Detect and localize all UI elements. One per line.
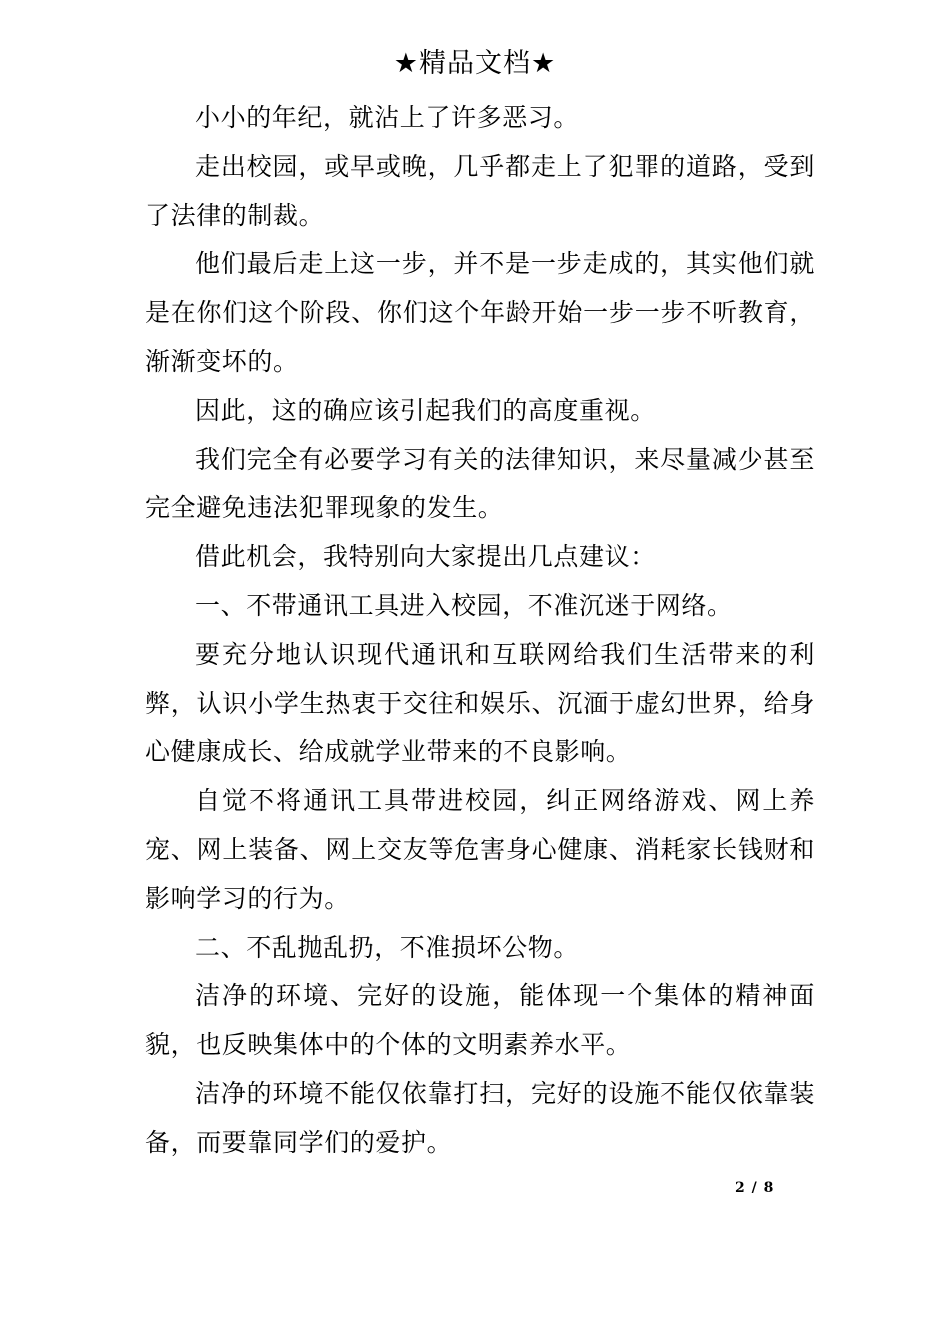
paragraph: 借此机会，我特别向大家提出几点建议：: [195, 542, 656, 572]
paragraph: 我们完全有必要学习有关的法律知识，来尽量减少甚至完全避免违法犯罪现象的发生。: [145, 444, 815, 523]
paragraph: 小小的年纪，就沾上了许多恶习。: [195, 103, 580, 132]
paragraph: 走出校园，或早或晚，几乎都走上了犯罪的道路，受到了法律的制裁。: [145, 151, 815, 230]
page-header: ★精品文档★: [393, 48, 557, 79]
section-heading: 一、不带通讯工具进入校园，不准沉迷于网络。: [195, 590, 733, 620]
page-number: 2 / 8: [735, 1180, 775, 1196]
paragraph: 洁净的环境不能仅依靠打扫，完好的设施不能仅依靠装备，而要靠同学们的爱护。: [145, 1078, 815, 1157]
paragraph: 因此，这的确应该引起我们的高度重视。: [195, 395, 656, 425]
paragraph: 要充分地认识现代通讯和互联网给我们生活带来的利弊，认识小学生热衷于交往和娱乐、沉湎于虚幻世界，给身心健康成长、给成就学业带来的不良影响。: [145, 639, 815, 767]
document-body: [145, 94, 815, 1168]
paragraph: 洁净的环境、完好的设施，能体现一个集体的精神面貌，也反映集体中的个体的文明素养水平。: [145, 981, 815, 1060]
paragraph: 自觉不将通讯工具带进校园，纠正网络游戏、网上养宠、网上装备、网上交友等危害身心健康、消耗家长钱财和影响学习的行为。: [145, 786, 815, 913]
section-heading: 二、不乱抛乱扔，不准损坏公物。: [195, 932, 580, 962]
paragraph: 他们最后走上这一步，并不是一步走成的，其实他们就是在你们这个阶段、你们这个年龄开始一步一步不听教育，渐渐变坏的。: [145, 249, 815, 376]
